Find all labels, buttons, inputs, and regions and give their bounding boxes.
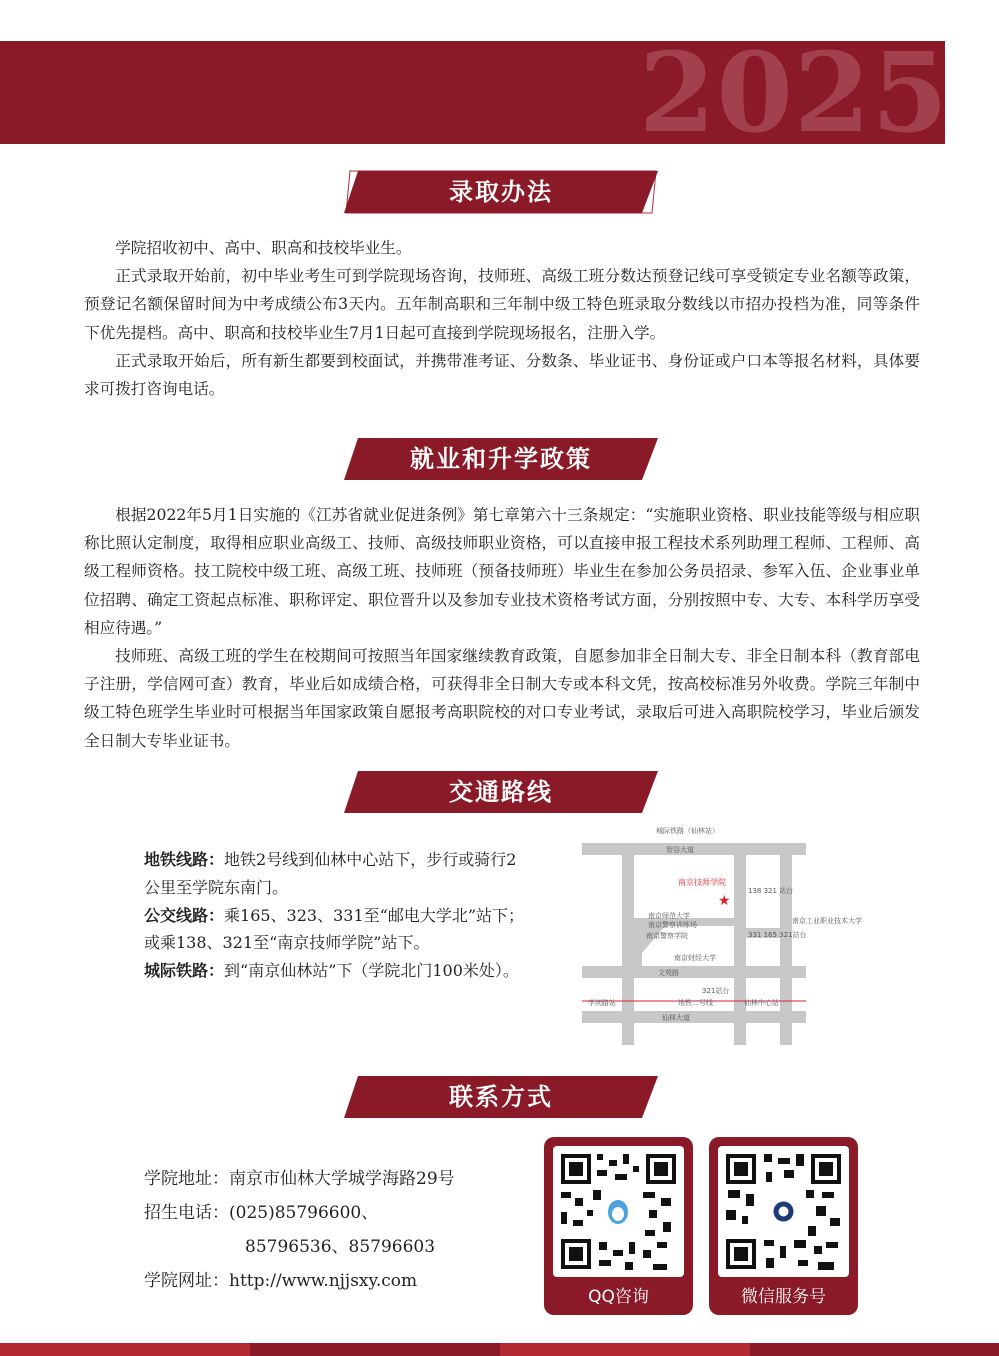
map-label: 南京警察学院 [646,932,688,940]
map-label: 文苑路 [658,969,679,977]
location-map [582,823,862,1045]
employment-text [84,501,920,755]
map-label: 南京工业职业技术大学 [792,917,862,925]
route-metro: 地铁线路：地铁2号线到仙林中心站下，步行或骑行2公里至学院东南门。 [144,850,517,897]
paragraph: 技师班、高级工班的学生在校期间可按照当年国家继续教育政策，自愿参加非全日制大专、非全日制本科（教育部电子注册，学信网可查）教育，毕业后如成绩合格，可获得非全日制大专或本科文凭，按高校标准另外收费。学院三年制中级工特色班学生毕业时可根据当年国家政策自愿报考高职院校的对口专业考试，录取后可进入高职院校学习，毕业后颁发全日制大专毕业证书。 [84,647,920,750]
map-label: 智谷大道 [666,846,694,854]
section-title-admission: 录取办法 [344,170,658,214]
paragraph: 正式录取开始后，所有新生都要到校面试，并携带准考证、分数条、毕业证书、身份证或户口本等报名材料，具体要求可拨打咨询电话。 [84,351,920,399]
qq-qr-label: QQ咨询 [588,1287,649,1307]
qq-qr-code [553,1146,684,1277]
map-label: 学则路站 [588,999,616,1007]
map-label: 南京警察训练场 [648,921,697,929]
school-star-icon: ★ [718,893,731,909]
paragraph: 根据2022年5月1日实施的《江苏省就业促进条例》第七章第六十三条规定：“实施职业资格、职业技能等级与相应职称比照认定制度，取得相应职业高级工、技师、高级技师职业资格，可以直接申报工程技术系列助理工程师、工程师、高级工程师资格。技工院校中级工班、高级工班、技师班（预备技师班）毕业生在参加公务员招录、参军入伍、企业事业单位招聘、确定工资起点标准、职称评定、职位晋升以及参加专业技术资格考试方面，分别按照中专、大专、本科学历享受相应待遇。” [84,506,920,637]
route-intercity: 城际铁路：到“南京仙林站”下（学院北门100米处）。 [144,961,519,981]
wechat-qr-code [718,1146,849,1277]
map-label: 仙林大道 [662,1014,690,1022]
footer-segment [500,1343,750,1356]
paragraph: 正式录取开始前，初中毕业考生可到学院现场咨询，技师班、高级工班分数达预登记线可享受锁定专业名额等政策，预登记名额保留时间为中考成绩公布3天内。五年制高职和三年制中级工特色班录取分数线以市招办投档为准，同等条件下优先提档。高中、职高和技校毕业生7月1日起可直接到学院现场报名，注册入学。 [84,267,920,342]
map-label: 城际铁路（仙林站） [656,827,719,835]
contact-website[interactable]: 学院网址：http://www.njjsxy.com [144,1271,418,1291]
route-bus: 公交线路：乘165、323、331至“邮电大学北”站下；或乘138、321至“南京技师学院”站下。 [144,905,524,953]
contact-phone: 招生电话：(025)85796600、 [144,1203,379,1223]
map-label: 地铁二号线 [678,999,713,1007]
section-title-contact: 联系方式 [344,1075,658,1119]
header-banner [0,28,949,157]
qq-qr-card[interactable] [544,1137,693,1315]
map-label: 138 321 站台 [748,887,794,895]
map-label: 331 165 321站台 [748,931,807,939]
map-label: 仙林中心站 [744,999,779,1007]
section-title-employment: 就业和升学政策 [344,437,658,481]
footer-segment [0,1343,250,1356]
map-label: 南京师范大学 [648,912,690,920]
wechat-qr-label: 微信服务号 [741,1287,826,1307]
transport-routes [144,846,524,985]
year-watermark: 2025 [638,28,949,157]
contact-address: 学院地址：南京市仙林大学城学海路29号 [144,1169,455,1189]
contact-phone-cont: 85796536、85796603 [245,1237,436,1257]
section-title-transport: 交通路线 [344,770,658,814]
wechat-qr-card[interactable] [709,1137,858,1315]
admission-text [84,234,920,403]
map-label: 321站台 [702,987,730,995]
map-label: 南京财经大学 [674,954,716,962]
school-label: 南京技师学院 [678,878,726,887]
paragraph: 学院招收初中、高中、职高和技校毕业生。 [115,239,412,257]
